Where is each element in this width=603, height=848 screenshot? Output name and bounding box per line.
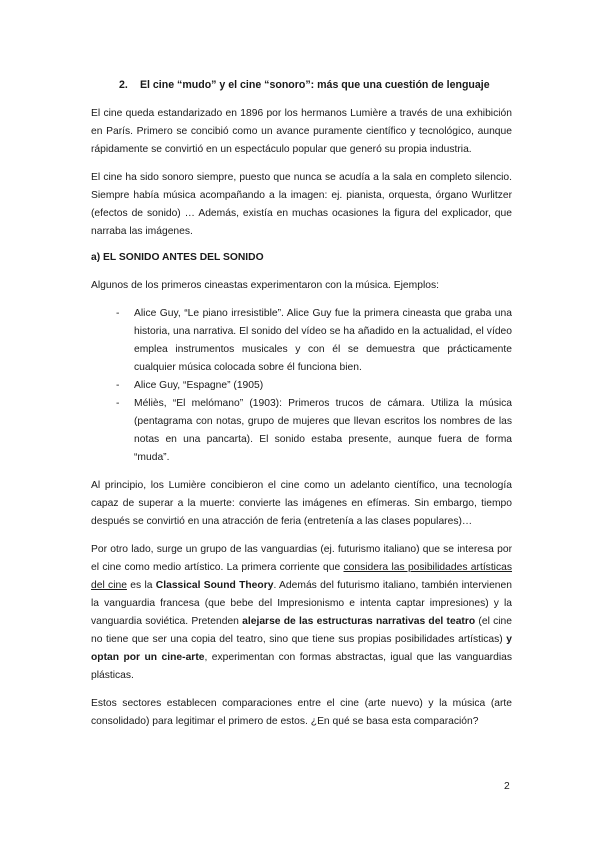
list-item-text: Méliès, “El melómano” (1903): Primeros trucos de cámara. Utiliza la música (pentagrama con notas, grupo de mujeres que llevan escritos los nombres de las notas en una pancarta). El sonido estaba presente, aunque fuera de forma “muda”. <box>134 398 512 463</box>
text-run: . Además del futurismo italiano, también intervienen la vanguardia francesa (que bebe del Impresionismo e intenta captar impresiones) y la vanguardia soviética. Pretenden <box>91 580 512 627</box>
bold-text-classical-sound-theory: Classical Sound Theory <box>155 580 274 591</box>
list-item <box>91 377 512 395</box>
list-item-text: Alice Guy, “Espagne” (1905) <box>134 380 264 391</box>
text-run: , experimentan con formas abstractas, igual que las vanguardias plásticas. <box>91 652 512 681</box>
paragraph-vanguards <box>91 541 512 685</box>
page-content <box>91 78 512 741</box>
bold-text-theater: alejarse de las estructuras narrativas del teatro <box>242 616 476 627</box>
bold-text-cine-arte: y optan por un cine-arte <box>91 634 512 663</box>
list-item <box>91 395 512 467</box>
bullet-marker: - <box>116 308 120 319</box>
list-item-text: Alice Guy, “Le piano irresistible”. Alice Guy fue la primera cineasta que graba una historia, una narrativa. El sonido del vídeo se ha añadido en la actualidad, el vídeo emplea instrumentos musicales y con él se demuestra que prácticamente cualquier música colocada sobre él funciona bien. <box>134 308 512 373</box>
subsection-heading: a) EL SONIDO ANTES DEL SONIDO <box>91 252 264 263</box>
paragraph-lumiere-origin: El cine queda estandarizado en 1896 por los hermanos Lumière a través de una exhibición en París. Primero se concibió como un avance puramente científico y tecnológico, aunque rápidamente se convirtió en un espectáculo popular que generó su propia industria. <box>91 108 512 155</box>
page-number: 2 <box>504 781 510 792</box>
section-number: 2. <box>119 79 128 91</box>
paragraph-examples-intro: Algunos de los primeros cineastas experimentaron con la música. Ejemplos: <box>91 280 439 291</box>
examples-list <box>91 305 512 467</box>
bullet-marker: - <box>116 398 120 409</box>
section-heading <box>91 78 512 92</box>
paragraph-comparison: Estos sectores establecen comparaciones entre el cine (arte nuevo) y la música (arte consolidado) para legitimar el primero de estos. ¿En qué se basa esta comparación? <box>91 698 512 727</box>
text-run: (el cine no tiene que ser una copia del teatro, sino que tiene sus propias posibilidades artísticas) <box>91 616 512 645</box>
list-item <box>91 305 512 377</box>
bullet-marker: - <box>116 380 120 391</box>
paragraph-sound-always: El cine ha sido sonoro siempre, puesto que nunca se acudía a la sala en completo silencio. Siempre había música acompañando a la imagen: ej. pianista, orquesta, órgano Wurlitzer (efectos de sonido) … Además, existía en muchas ocasiones la figura del explicador, que narraba las imágenes. <box>91 172 512 237</box>
text-run: es la <box>126 580 156 591</box>
underlined-text: considera las posibilidades artísticas del cine <box>91 562 512 591</box>
section-title: El cine “mudo” y el cine “sonoro”: más que una cuestión de lenguaje <box>139 79 490 91</box>
text-run: Por otro lado, surge un grupo de las vanguardias (ej. futurismo italiano) que se interesa por el cine como medio artístico. La primera corriente que <box>91 544 512 573</box>
paragraph-lumiere-science: Al principio, los Lumière concibieron el cine como un adelanto científico, una tecnología capaz de superar a la muerte: convierte las imágenes en efímeras. Sin embargo, tiempo después se convirtió en una atracción de feria (entretenía a las clases populares)… <box>91 480 512 527</box>
